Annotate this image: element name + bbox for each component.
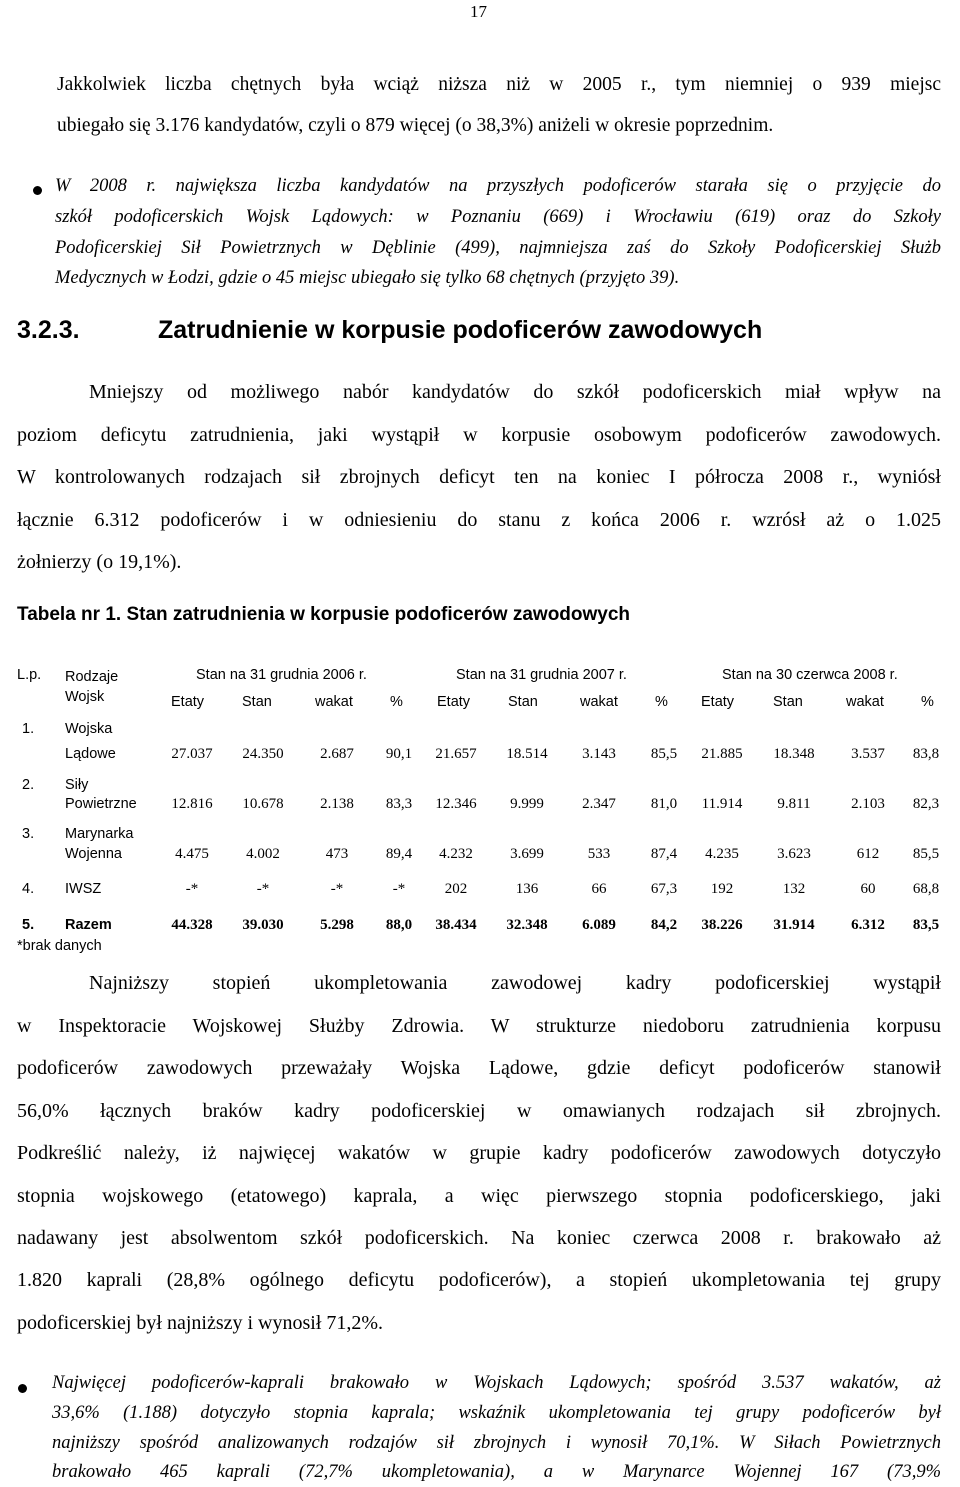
table-subheader: % <box>655 694 668 710</box>
table-cell: 192 <box>710 881 734 897</box>
table-cell: -* <box>185 881 199 897</box>
table-row-lp: 4. <box>22 881 35 897</box>
table-cell: 2.103 <box>851 796 885 812</box>
section-number: 3.2.3. <box>17 316 80 344</box>
table-subheader: % <box>390 694 403 710</box>
table-cell: 12.346 <box>435 796 477 812</box>
table-subheader: Etaty <box>701 694 735 710</box>
table-group-2007: Stan na 31 grudnia 2007 r. <box>456 667 627 683</box>
table-cell: 6.312 <box>851 917 885 933</box>
table-cell: 83,8 <box>912 746 940 762</box>
table-cell: 2.347 <box>582 796 616 812</box>
table-cell: -* <box>392 881 406 897</box>
body-line: podoficerskiej był najniższy i wynosił 71,2%. <box>17 1312 384 1334</box>
table-cell: 612 <box>856 846 880 862</box>
table-cell: 88,0 <box>385 917 413 933</box>
table-group-2008: Stan na 30 czerwca 2008 r. <box>722 667 898 683</box>
bullet-line: 33,6% (1.188) dotyczyło stopnia kaprala; wskaźnik ukompletowania tej grupy podoficerów był <box>52 1403 941 1423</box>
table-cell: 12.816 <box>171 796 213 812</box>
table-cell: 83,3 <box>385 796 413 812</box>
table-cell: 4.232 <box>439 846 473 862</box>
body-line: żołnierzy (o 19,1%). <box>17 551 182 573</box>
table-cell: 89,4 <box>385 846 413 862</box>
bullet-line: najniższy spośród analizowanych rodzajów sił zbrojnych i wynosił 70,1%. W Siłach Powietrznych <box>52 1433 941 1453</box>
intro-line: ubiegało się 3.176 kandydatów, czyli o 879 więcej (o 38,3%) aniżeli w okresie poprzednim. <box>57 115 774 136</box>
table-row-lp: 1. <box>22 721 35 737</box>
table-caption: Tabela nr 1. Stan zatrudnienia w korpusie podoficerów zawodowych <box>17 604 631 625</box>
table-cell: 10.678 <box>242 796 284 812</box>
intro-line: Jakkolwiek liczba chętnych była wciąż niższa niż w 2005 r., tym niemniej o 939 miejsc <box>57 74 941 95</box>
bullet-line: brakowało 465 kaprali (72,7% ukompletowania), a w Marynarce Wojennej 167 (73,9% <box>52 1462 941 1482</box>
table-cell: 81,0 <box>650 796 678 812</box>
bullet-line: Podoficerskiej Sił Powietrznych w Dęblinie (499), najmniejsza zaś do Szkoły Podoficerskiej Służb <box>55 238 941 258</box>
body-line: Najniższy stopień ukompletowania zawodowej kadry podoficerskiej wystąpił <box>89 972 941 994</box>
table-cell: 24.350 <box>242 746 284 762</box>
table-cell: 9.999 <box>510 796 544 812</box>
body-line: łącznie 6.312 podoficerów i w odniesieniu do stanu z końca 2006 r. wzrósł aż o 1.025 <box>17 509 941 531</box>
table-cell: 39.030 <box>242 917 284 933</box>
table-cell: 136 <box>515 881 539 897</box>
table-subheader: % <box>921 694 934 710</box>
table-cell: 21.885 <box>701 746 743 762</box>
table-cell: 533 <box>587 846 611 862</box>
body-line: Podkreślić należy, iż najwięcej wakatów w grupie kadry podoficerów zawodowych dotyczyło <box>17 1142 941 1164</box>
table-cell: 473 <box>325 846 349 862</box>
table-cell: 90,1 <box>385 746 413 762</box>
table-cell: 68,8 <box>912 881 940 897</box>
table-cell: 32.348 <box>506 917 548 933</box>
table-cell: 6.089 <box>582 917 616 933</box>
table-subheader: wakat <box>580 694 618 710</box>
table-cell: 202 <box>444 881 468 897</box>
table-cell: 3.537 <box>851 746 885 762</box>
table-cell: -* <box>256 881 270 897</box>
table-cell: 44.328 <box>171 917 213 933</box>
table-subheader: wakat <box>846 694 884 710</box>
table-cell: 60 <box>860 881 876 897</box>
table-cell: 67,3 <box>650 881 678 897</box>
table-cell: 85,5 <box>912 846 940 862</box>
body-line: poziom deficytu zatrudnienia, jaki wystąpił w korpusie osobowym podoficerów zawodowych. <box>17 424 941 446</box>
table-header-lp: L.p. <box>17 667 42 683</box>
table-cell: 82,3 <box>912 796 940 812</box>
body-line: w Inspektoracie Wojskowej Służby Zdrowia. W strukturze niedoboru zatrudnienia korpusu <box>17 1015 941 1037</box>
table-cell: 31.914 <box>773 917 815 933</box>
table-cell: 2.138 <box>320 796 354 812</box>
page-number: 17 <box>470 2 487 21</box>
table-cell: 85,5 <box>650 746 678 762</box>
body-line: W kontrolowanych rodzajach sił zbrojnych deficyt ten na koniec I półrocza 2008 r., wyniósł <box>17 466 941 488</box>
table-subheader: Etaty <box>171 694 205 710</box>
table-subheader: wakat <box>315 694 353 710</box>
table-cell: 84,2 <box>650 917 678 933</box>
table-cell: 38.226 <box>701 917 743 933</box>
body-line: 56,0% łącznych braków kadry podoficerskiej w omawianych rodzajach sił zbrojnych. <box>17 1100 941 1122</box>
table-cell: 3.623 <box>777 846 811 862</box>
table-cell: 38.434 <box>435 917 477 933</box>
table-cell: 66 <box>591 881 607 897</box>
body-line: podoficerów zawodowych przeważały Wojska Lądowe, gdzie deficyt podoficerów stanowił <box>17 1057 941 1079</box>
table-cell: 3.699 <box>510 846 544 862</box>
table-row-name: Lądowe <box>65 746 116 762</box>
table-cell: 18.514 <box>506 746 548 762</box>
table-cell: 18.348 <box>773 746 815 762</box>
table-cell: 83,5 <box>912 917 940 933</box>
table-cell: -* <box>330 881 344 897</box>
bullet-line: szkół podoficerskich Wojsk Lądowych: w Poznaniu (669) i Wrocławiu (619) oraz do Szkoły <box>55 207 941 227</box>
table-row-name: Razem <box>65 917 112 933</box>
table-row-name: IWSZ <box>65 881 102 897</box>
table-cell: 2.687 <box>320 746 354 762</box>
table-row-lp: 5. <box>22 917 35 933</box>
table-cell: 87,4 <box>650 846 678 862</box>
table-group-2006: Stan na 31 grudnia 2006 r. <box>196 667 367 683</box>
table-row-name: Wojska <box>65 721 113 737</box>
table-header-type: Rodzaje Wojsk <box>65 669 119 705</box>
table-cell: 4.002 <box>246 846 280 862</box>
table-cell: 132 <box>782 881 806 897</box>
table-row-lp: 2. <box>22 777 35 793</box>
table-subheader: Stan <box>508 694 538 710</box>
table-cell: 11.914 <box>701 796 743 812</box>
body-line: 1.820 kaprali (28,8% ogólnego deficytu podoficerów), a stopień ukompletowania tej grupy <box>17 1269 941 1291</box>
bullet-line: W 2008 r. największa liczba kandydatów na przyszłych podoficerów starała się o przyjęcie do <box>55 176 941 196</box>
table-cell: 27.037 <box>171 746 213 762</box>
table-footnote: *brak danych <box>17 938 102 954</box>
body-line: Mniejszy od możliwego nabór kandydatów do szkół podoficerskich miał wpływ na <box>89 381 941 403</box>
table-cell: 21.657 <box>435 746 477 762</box>
table-cell: 5.298 <box>320 917 354 933</box>
table-subheader: Stan <box>242 694 272 710</box>
bullet-line: Medycznych w Łodzi, gdzie o 45 miejsc ubiegało się tylko 68 chętnych (przyjęto 39). <box>55 268 680 288</box>
body-line: nadawany jest absolwentom szkół podoficerskich. Na koniec czerwca 2008 r. brakowało aż <box>17 1227 941 1249</box>
bullet-line: Najwięcej podoficerów-kaprali brakowało w Wojskach Lądowych; spośród 3.537 wakatów, aż <box>52 1373 941 1393</box>
table-row-name: Siły <box>65 777 89 793</box>
table-row-name: Marynarka <box>65 826 134 842</box>
table-subheader: Stan <box>773 694 803 710</box>
table-cell: 3.143 <box>582 746 616 762</box>
bullet-dot <box>18 1384 27 1393</box>
body-line: stopnia wojskowego (etatowego) kaprala, a więc pierwszego stopnia podoficerskiego, jaki <box>17 1185 941 1207</box>
table-row-lp: 3. <box>22 826 35 842</box>
table-row-name: Wojenna <box>65 846 122 862</box>
table-cell: 9.811 <box>777 796 811 812</box>
section-title: Zatrudnienie w korpusie podoficerów zawodowych <box>158 316 763 344</box>
table-subheader: Etaty <box>437 694 471 710</box>
table-cell: 4.475 <box>175 846 209 862</box>
table-cell: 4.235 <box>705 846 739 862</box>
table-row-name: Powietrzne <box>65 796 137 812</box>
